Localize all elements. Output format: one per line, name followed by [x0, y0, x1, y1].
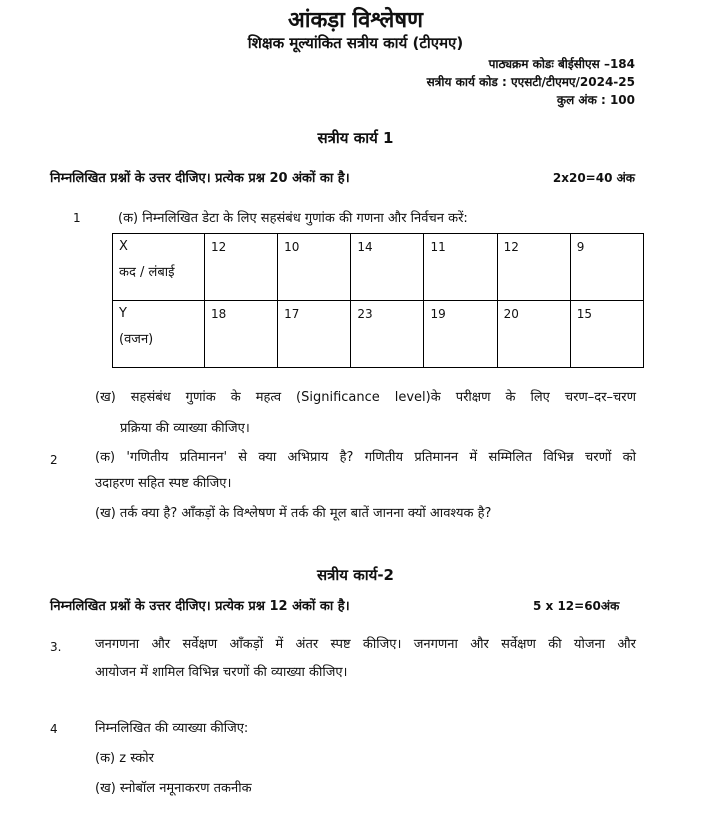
question-1b-line1: (ख) सहसंबंध गुणांक के महत्व (Significance level)के परीक्षण के लिए चरण–दर–चरण [95, 390, 636, 405]
question-2a-line2: उदाहरण सहित स्पष्ट कीजिए। [95, 476, 232, 491]
question-1-number: 1 [73, 211, 81, 225]
assignment2-title: सत्रीय कार्य-2 [317, 566, 394, 584]
row-y-symbol: Y [119, 306, 127, 321]
table-cell: 12 [205, 234, 278, 301]
assignment-code: सत्रीय कार्य कोड : एएसटी/टीएमए/2024-25 [426, 75, 635, 89]
row-x-description: कद / लंबाई [119, 265, 175, 280]
course-code: पाठ्यक्रम कोडः बीईसीएस –184 [488, 57, 635, 71]
question-1b-text [95, 384, 636, 411]
table-cell: 10 [278, 234, 351, 301]
row-x-symbol: X [119, 239, 128, 254]
assignment2-instruction: निम्नलिखित प्रश्नों के उत्तर दीजिए। प्रत्येक प्रश्न 12 अंकों का है। [50, 599, 350, 614]
table-cell: 19 [424, 301, 497, 368]
question-4b-text: (ख) स्नोबॉल नमूनाकरण तकनीक [95, 781, 252, 796]
table-cell: 11 [424, 234, 497, 301]
question-3-text [95, 631, 636, 658]
assignment1-marks: 2x20=40 अंक [552, 171, 635, 185]
table-cell: 20 [497, 301, 570, 368]
table-cell: 18 [205, 301, 278, 368]
table-cell: 14 [351, 234, 424, 301]
row-y-label [113, 301, 205, 368]
question-4-intro: निम्नलिखित की व्याख्या कीजिए: [95, 721, 249, 736]
document-title: आंकड़ा विश्लेषण [287, 8, 424, 33]
table-cell: 15 [570, 301, 643, 368]
table-cell: 23 [351, 301, 424, 368]
table-row-y [113, 301, 644, 368]
question-4-number: 4 [50, 722, 58, 736]
question-2-number: 2 [50, 453, 58, 467]
row-y-description: (वजन) [119, 332, 154, 347]
row-x-label [113, 234, 205, 301]
question-2b-text: (ख) तर्क क्या है? आँकड़ों के विश्लेषण में तर्क की मूल बातें जानना क्यों आवश्यक है? [95, 506, 492, 521]
question-3-line1: जनगणना और सर्वेक्षण आँकड़ों में अंतर स्पष्ट कीजिए। जनगणना और सर्वेक्षण की योजना और [95, 637, 636, 652]
table-cell: 9 [570, 234, 643, 301]
question-2a-line1: (क) 'गणितीय प्रतिमानन' से क्या अभिप्राय है? गणितीय प्रतिमानन में सम्मिलित विभिन्न चरणों को [95, 450, 636, 465]
question-1b-line2: प्रक्रिया की व्याख्या कीजिए। [120, 421, 250, 436]
question-2a-text [95, 444, 636, 471]
document-subtitle: शिक्षक मूल्यांकित सत्रीय कार्य (टीएमए) [247, 34, 464, 52]
assignment1-title: सत्रीय कार्य 1 [317, 129, 394, 147]
question-3-line2: आयोजन में शामिल विभिन्न चरणों की व्याख्या कीजिए। [95, 665, 348, 680]
table-row-x [113, 234, 644, 301]
table-cell: 17 [278, 301, 351, 368]
total-marks: कुल अंक : 100 [556, 93, 635, 107]
question-4a-text: (क) z स्कोर [95, 751, 154, 766]
table-cell: 12 [497, 234, 570, 301]
question-3-number: 3. [50, 640, 62, 654]
data-table [112, 233, 644, 368]
assignment2-marks: 5 x 12=60अंक [533, 599, 620, 613]
assignment1-instruction: निम्नलिखित प्रश्नों के उत्तर दीजिए। प्रत्येक प्रश्न 20 अंकों का है। [50, 171, 350, 186]
question-1a-text: (क) निम्नलिखित डेटा के लिए सहसंबंध गुणांक की गणना और निर्वचन करें: [118, 211, 468, 226]
